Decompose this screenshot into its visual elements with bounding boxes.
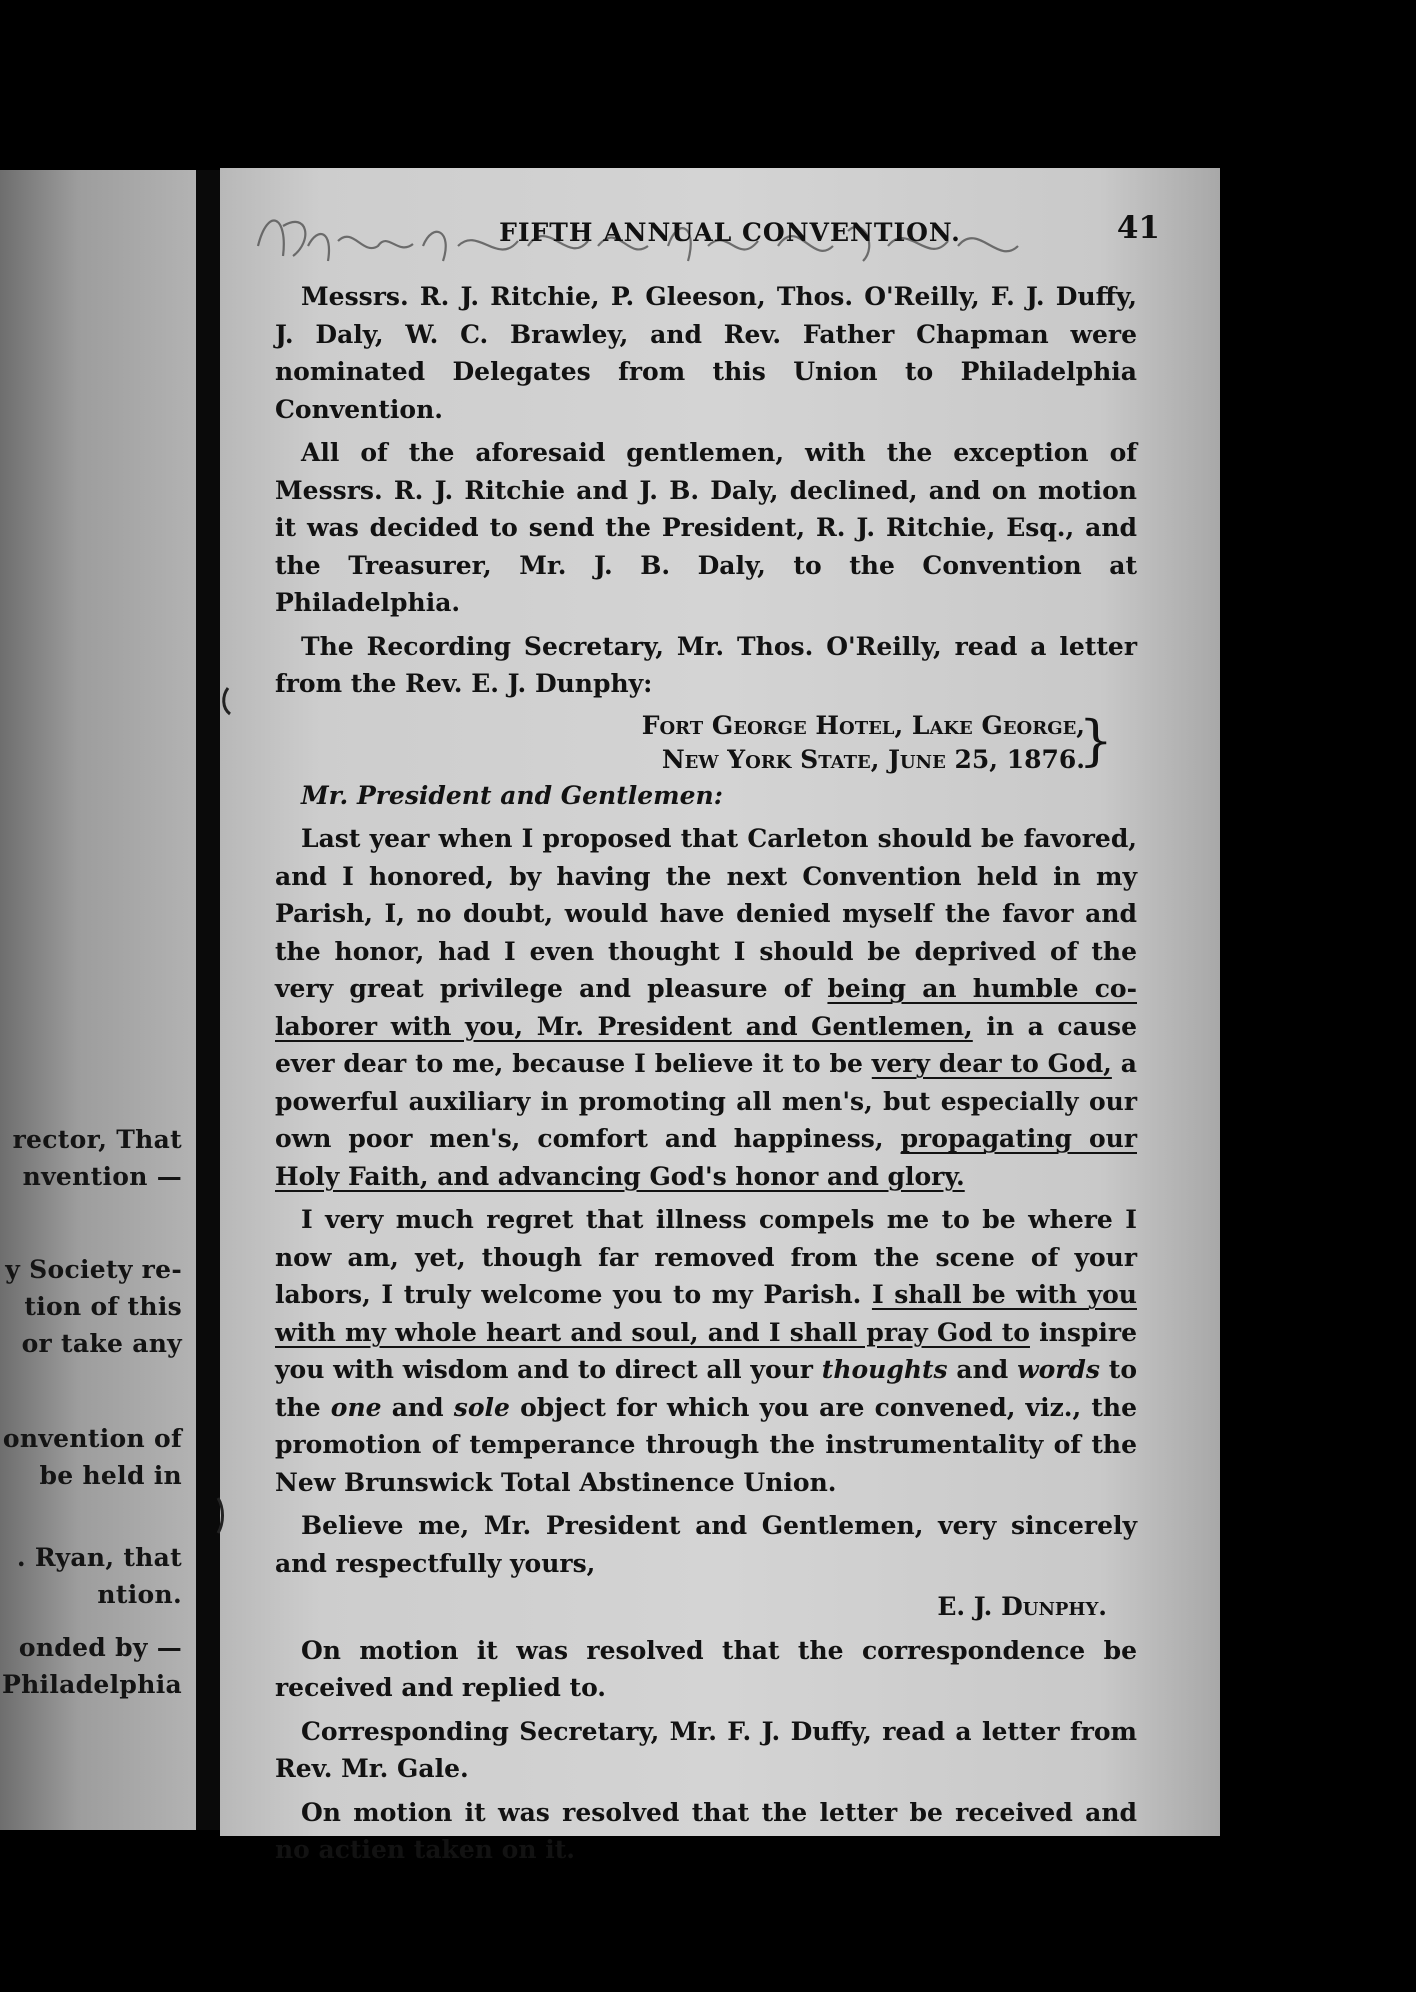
text-run: Last year when I proposed that Carleton should be favored, and I honored, by having the next Convention held in my Parish, I, no doubt, would have denied myself the favor and the honor, had I even thought I should be deprived of the very great privilege and pleasure of xyxy=(275,824,1137,1003)
text-run: inspire you with wisdom and to direct all your xyxy=(275,1317,1137,1384)
dateline-line-2: New York State, June 25, 1876. xyxy=(661,744,1085,774)
text-run: to the xyxy=(275,1355,1138,1422)
left-fragment: onded by — xyxy=(18,1633,182,1662)
text-run: and xyxy=(947,1355,1018,1384)
book-gutter xyxy=(196,170,220,1830)
left-fragment: y Society re- xyxy=(5,1255,182,1284)
letter-paragraph xyxy=(275,1201,1137,1501)
handwritten-note-text: Philadelphia R.J. Ritchie J.B. Daly xyxy=(238,186,255,187)
letter-salutation: Mr. President and Gentlemen: xyxy=(301,780,723,810)
left-fragment: onvention of xyxy=(2,1424,182,1453)
letter-signature: E. J. Dunphy. xyxy=(937,1592,1107,1621)
paragraph: Corresponding Secretary, Mr. F. J. Duffy, read a letter from Rev. Mr. Gale. xyxy=(275,1716,1137,1783)
text-run: I very much regret that illness compels me to be where I now am, yet, though far removed from the scene of your labors, I truly welcome you to my Parish. xyxy=(275,1205,1137,1309)
paragraph: Messrs. R. J. Ritchie, P. Gleeson, Thos. O'Reilly, F. J. Duffy, J. Daly, W. C. Brawley, and Rev. Father Chapman were nominated Delegates from this Union to Philadelphia Convention. xyxy=(275,282,1137,424)
italic-text: one xyxy=(330,1392,382,1422)
letter-dateline xyxy=(275,709,1137,777)
left-fragment: tion of this xyxy=(24,1292,182,1321)
dateline-line-1: Fort George Hotel, Lake George, xyxy=(641,710,1085,740)
left-fragment: . Ryan, that xyxy=(16,1543,182,1572)
text-run: object for which you are convened, viz., the promotion of temperance through the instrumentality of the New Brunswick Total Abstinence Union. xyxy=(275,1392,1137,1497)
underlined-text: propagating our Holy Faith, and advancing God's honor and glory. xyxy=(275,1124,1137,1191)
brace-glyph: } xyxy=(1078,708,1113,772)
text-run: a powerful auxiliary in promoting all men's, but especially our own poor men's, comfort and happiness, xyxy=(275,1049,1138,1153)
left-fragment: Philadelphia xyxy=(1,1670,182,1699)
page-body xyxy=(275,278,1137,1875)
paragraph: All of the aforesaid gentlemen, with the exception of Messrs. R. J. Ritchie and J. B. Daly, declined, and on motion it was decided to send the President, R. J. Ritchie, Esq., and the Treasurer, Mr. J. B. Daly, to the Convention at Philadelphia. xyxy=(275,438,1137,617)
left-fragment: nvention — xyxy=(22,1162,182,1191)
left-fragment: rector, That xyxy=(12,1125,182,1154)
letter-paragraph: Believe me, Mr. President and Gentlemen, very sincerely and respectfully yours, xyxy=(275,1511,1137,1578)
underlined-text: very dear to God, xyxy=(871,1049,1112,1078)
paragraph: On motion it was resolved that the letter be received and no actien taken on it. xyxy=(275,1797,1137,1864)
left-fragment: or take any xyxy=(21,1329,182,1358)
left-fragment: be held in xyxy=(39,1461,182,1490)
paragraph: The Recording Secretary, Mr. Thos. O'Reilly, read a letter from the Rev. E. J. Dunphy: xyxy=(275,631,1137,698)
letter-paragraph xyxy=(275,820,1137,1195)
italic-text: sole xyxy=(453,1392,510,1422)
left-fragment: ntion. xyxy=(97,1580,182,1609)
italic-text: thoughts xyxy=(821,1355,948,1384)
left-page-margin xyxy=(0,170,196,1830)
underlined-text: I shall be with you with my whole heart and soul, and I shall pray God to xyxy=(275,1280,1137,1347)
text-run: in a cause ever dear to me, because I believe it to be xyxy=(275,1011,1138,1078)
running-title: FIFTH ANNUAL CONVENTION. xyxy=(499,218,961,247)
book-page xyxy=(220,168,1220,1864)
underlined-text: being an humble co-laborer with you, Mr. President and Gentlemen, xyxy=(275,974,1137,1041)
text-run: and xyxy=(381,1392,454,1422)
paragraph: On motion it was resolved that the correspondence be received and replied to. xyxy=(275,1635,1137,1702)
italic-text: words xyxy=(1017,1355,1100,1384)
page-number: 41 xyxy=(1116,210,1160,246)
